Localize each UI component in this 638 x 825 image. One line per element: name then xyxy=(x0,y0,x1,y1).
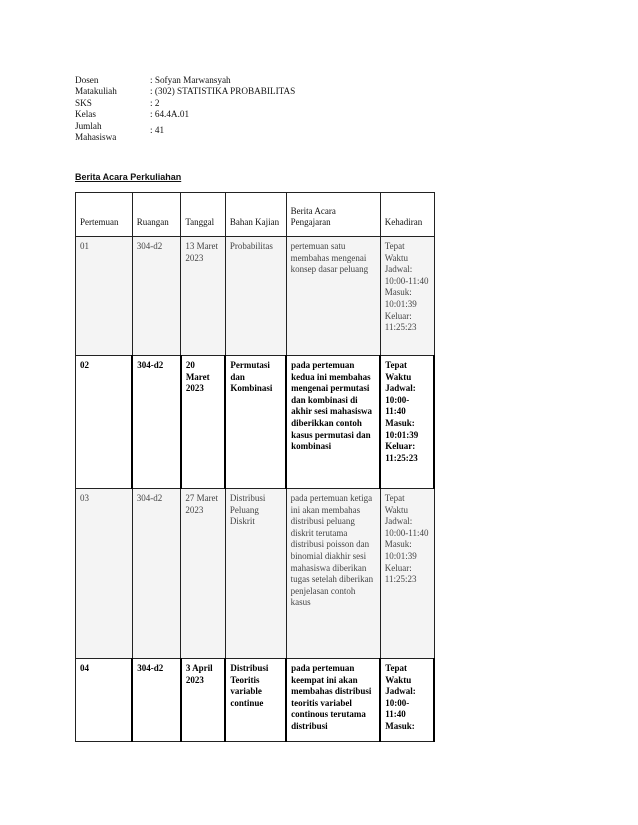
info-row-dosen xyxy=(75,75,375,86)
header-berita-acara: Berita Acara Pengajaran xyxy=(286,193,380,237)
cell-ruangan: 304-d2 xyxy=(132,489,181,659)
info-label: Kelas xyxy=(75,109,96,120)
cell-berita: pertemuan satu membahas mengenai konsep dasar peluang xyxy=(286,237,380,356)
cell-berita: pada pertemuan ketiga ini akan membahas distribusi peluang diskrit terutama distribusi poisson dan binomial diakhir sesi mahasiswa diberikan tugas setelah diberikan penjelasan contoh kasus xyxy=(286,489,380,659)
cell-tanggal: 20 Maret 2023 xyxy=(181,356,226,489)
info-value: : (302) STATISTIKA PROBABILITAS xyxy=(150,86,296,97)
table-row xyxy=(76,489,435,659)
cell-kehadiran: Tepat Waktu Jadwal: 10:00-11:40 Masuk: 10:01:39 Keluar: 11:25:23 xyxy=(380,489,434,659)
header-bahan-kajian: Bahan Kajian xyxy=(225,193,286,237)
header-tanggal: Tanggal xyxy=(181,193,226,237)
cell-ruangan: 304-d2 xyxy=(132,356,181,489)
cell-berita: pada pertemuan keempat ini akan membahas distribusi teoritis variabel continous terutama distribusi xyxy=(286,659,380,742)
info-value: : 64.4A.01 xyxy=(150,109,190,120)
cell-kehadiran: Tepat Waktu Jadwal: 10:00-11:40 Masuk: 10:01:39 Keluar: 11:25:23 xyxy=(380,237,434,356)
info-label: Matakuliah xyxy=(75,86,117,97)
cell-kehadiran: Tepat Waktu Jadwal: 10:00-11:40 Masuk: xyxy=(380,659,434,742)
berita-acara-table xyxy=(75,192,435,742)
cell-bahan: Distribusi Peluang Diskrit xyxy=(225,489,286,659)
cell-pertemuan: 04 xyxy=(76,659,133,742)
header-pertemuan: Pertemuan xyxy=(76,193,133,237)
header-kehadiran: Kehadiran xyxy=(380,193,434,237)
info-row-matakuliah xyxy=(75,86,375,97)
cell-bahan: Probabilitas xyxy=(225,237,286,356)
cell-kehadiran: Tepat Waktu Jadwal: 10:00-11:40 Masuk: 10:01:39 Keluar: 11:25:23 xyxy=(380,356,434,489)
table-row xyxy=(76,237,435,356)
cell-tanggal: 27 Maret 2023 xyxy=(181,489,226,659)
table-header-row xyxy=(76,193,435,237)
cell-pertemuan: 02 xyxy=(76,356,133,489)
cell-bahan: Permutasi dan Kombinasi xyxy=(225,356,286,489)
info-value: : 41 xyxy=(150,124,165,135)
info-label: SKS xyxy=(75,97,92,108)
course-info xyxy=(75,75,375,145)
cell-pertemuan: 01 xyxy=(76,237,133,356)
cell-tanggal: 13 Maret 2023 xyxy=(181,237,226,356)
cell-tanggal: 3 April 2023 xyxy=(181,659,226,742)
section-title: Berita Acara Perkuliahan xyxy=(75,172,182,182)
cell-berita: pada pertemuan kedua ini membahas mengenai permutasi dan kombinasi di akhir sesi mahasiswa diberikkan contoh kasus permutasi dan kombinasi xyxy=(286,356,380,489)
info-row-jumlah xyxy=(75,121,375,145)
header-ruangan: Ruangan xyxy=(132,193,181,237)
cell-bahan: Distribusi Teoritis variable continue xyxy=(225,659,286,742)
info-value: : 2 xyxy=(150,97,160,108)
info-value: : Sofyan Marwansyah xyxy=(150,75,231,85)
cell-ruangan: 304-d2 xyxy=(132,659,181,742)
cell-ruangan: 304-d2 xyxy=(132,237,181,356)
table-row xyxy=(76,659,435,742)
info-row-sks xyxy=(75,98,375,109)
info-label: Jumlah Mahasiswa xyxy=(75,120,117,142)
table-row xyxy=(76,356,435,489)
info-label: Dosen xyxy=(75,75,99,85)
info-row-kelas xyxy=(75,109,375,120)
cell-pertemuan: 03 xyxy=(76,489,133,659)
